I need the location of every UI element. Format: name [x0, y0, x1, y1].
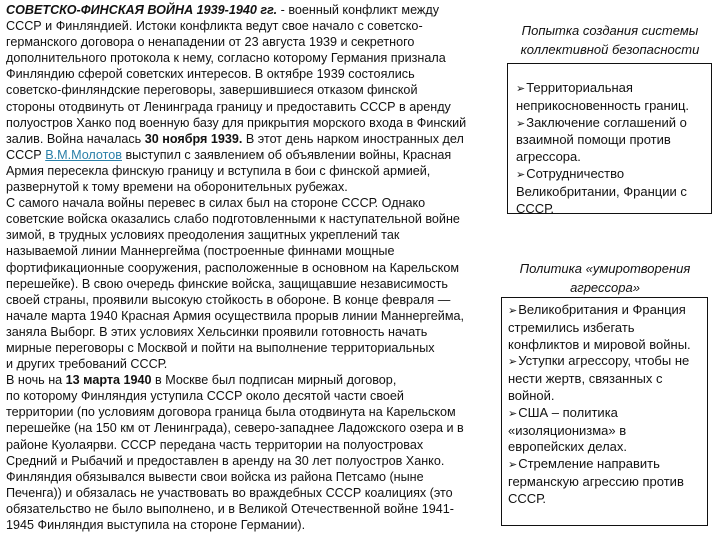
text-line: обязательство не было выполнено, и в Великой Отечественной войне 1941-: [6, 501, 454, 516]
arrow-bullet-icon: ➢: [508, 356, 518, 369]
arrow-bullet-icon: ➢: [516, 168, 526, 181]
main-article: [6, 2, 484, 533]
text-line: начале марта 1940 Красная Армия осуществила прорыв линии Маннергейма,: [6, 308, 464, 323]
arrow-bullet-icon: ➢: [508, 305, 518, 317]
appeasement-box: [501, 297, 708, 526]
arrow-bullet-icon: ➢: [508, 407, 518, 420]
text-line: Печенга)) и обязалась не участвовать во враждебных СССР коалициях (это: [6, 485, 453, 500]
peace-line: В ночь на 13 марта 1940 в Москве был подписан мирный договор,: [6, 373, 397, 388]
peace-date: 13 марта 1940: [65, 373, 152, 388]
text-line: советско-финляндские переговоры, завершившиеся отказом финской: [6, 83, 418, 98]
text-line: Армия пересекла финскую границу и вступила в бои с финской армией,: [6, 163, 431, 178]
arrow-bullet-icon: ➢: [516, 83, 526, 95]
text-line: полуостров Ханко под военную базу для прикрытия морского входа в Финский: [6, 115, 467, 130]
bullet-item: ➢Уступки агрессору, чтобы не нести жертв, связанных с войной.: [508, 353, 690, 403]
collective-security-heading: Попытка создания системы коллективной безопасности: [520, 23, 700, 57]
text-line: своей страны, проявили высокую стойкость в обороне. В конце февраля —: [6, 292, 451, 307]
bullet-item: ➢Территориальная неприкосновенность границ.: [516, 80, 690, 113]
text-line: Финляндия обязывался вывести свои войска из района Петсамо (ныне: [6, 469, 424, 484]
text-line: развернутой к тому времени на оборонительных рубежах.: [6, 180, 348, 195]
text-line: С самого начала войны перевес в силах был на стороне СССР. Однако: [6, 196, 426, 211]
text-line: перешейке). В свою очередь финские войска, защищавшие независимость: [6, 276, 448, 291]
text-line: зимой, в трудных условиях преодоления защитных укреплений так: [6, 228, 400, 243]
appeasement-heading: Политика «умиротворения агрессора»: [519, 261, 691, 295]
text-line: называемой линии Маннергейма (построенные финнами мощные: [6, 244, 395, 259]
text-line: по которому Финляндия уступила СССР около десятой части своей: [6, 389, 404, 404]
arrow-bullet-icon: ➢: [508, 459, 518, 472]
collective-security-box: [507, 63, 712, 214]
war-start-line: залив. Война началась 30 ноября 1939. В этот день нарком иностранных дел: [6, 131, 464, 146]
text-line: Финляндию сферой советских интересов. В октябре 1939 состоялись: [6, 67, 415, 82]
article-title-line: СОВЕТСКО-ФИНСКАЯ ВОЙНА 1939-1940 гг. - военный конфликт между: [6, 3, 440, 17]
bullet-item: ➢Заключение соглашений о взаимной помощи против агрессора.: [516, 114, 687, 165]
article-title: СОВЕТСКО-ФИНСКАЯ ВОЙНА 1939-1940 гг.: [6, 3, 278, 17]
text-line: СССР и Финляндией. Истоки конфликта ведут свое начало с советско-: [6, 19, 423, 34]
bullet-item: ➢Сотрудничество Великобритании, Франции с СССР.: [516, 165, 687, 216]
bullet-item: ➢Великобритания и Франция стремились избегать конфликтов и мировой войны.: [508, 302, 691, 352]
text-line: советские войска оказались слабо подготовленными к наступательной войне: [6, 212, 460, 227]
text-line: фортификационные сооружения, расположенные в основном на Карельском: [6, 260, 460, 275]
bullet-item: ➢Стремление направить германскую агрессию против СССР.: [508, 456, 684, 506]
text-line: районе Куолаярви. СССР передана часть территории на полуостровах: [6, 437, 424, 452]
text-line: Средний и Рыбачий и предоставлен в аренду на 30 лет полуостров Ханко.: [6, 453, 445, 468]
molotov-link[interactable]: В.М.Молотов: [45, 147, 122, 162]
war-start-date: 30 ноября 1939.: [144, 131, 243, 146]
text-line: дополнительного протокола к нему, согласно которому Германия признала: [6, 51, 446, 66]
text-line: территории (по условиям договора граница была отодвинута на Карельском: [6, 405, 456, 420]
text-line: перешейке (на 150 км от Ленинграда), северо-западнее Ладожского озера и в: [6, 421, 464, 436]
text-line: заняла Выборг. В этих условиях Хельсинки проявили готовность начать: [6, 324, 428, 339]
text-line: 1945 Финляндия выступила на стороне Германии).: [6, 518, 306, 532]
text-line: германского договора о ненападении от 23 августа 1939 и секретного: [6, 35, 415, 50]
text-line: стороны отодвинуть от Ленинграда границу и предоставить СССР в аренду: [6, 99, 451, 114]
text-line: мирные переговоры с Москвой и пойти на выполнение территориальных: [6, 340, 435, 355]
arrow-bullet-icon: ➢: [516, 117, 526, 130]
text-line: и других требований СССР.: [6, 357, 168, 372]
bullet-item: ➢США – политика «изоляционизма» в европейских делах.: [508, 404, 627, 455]
molotov-line: СССР В.М.Молотов выступил с заявлением об объявлении войны, Красная: [6, 147, 452, 162]
